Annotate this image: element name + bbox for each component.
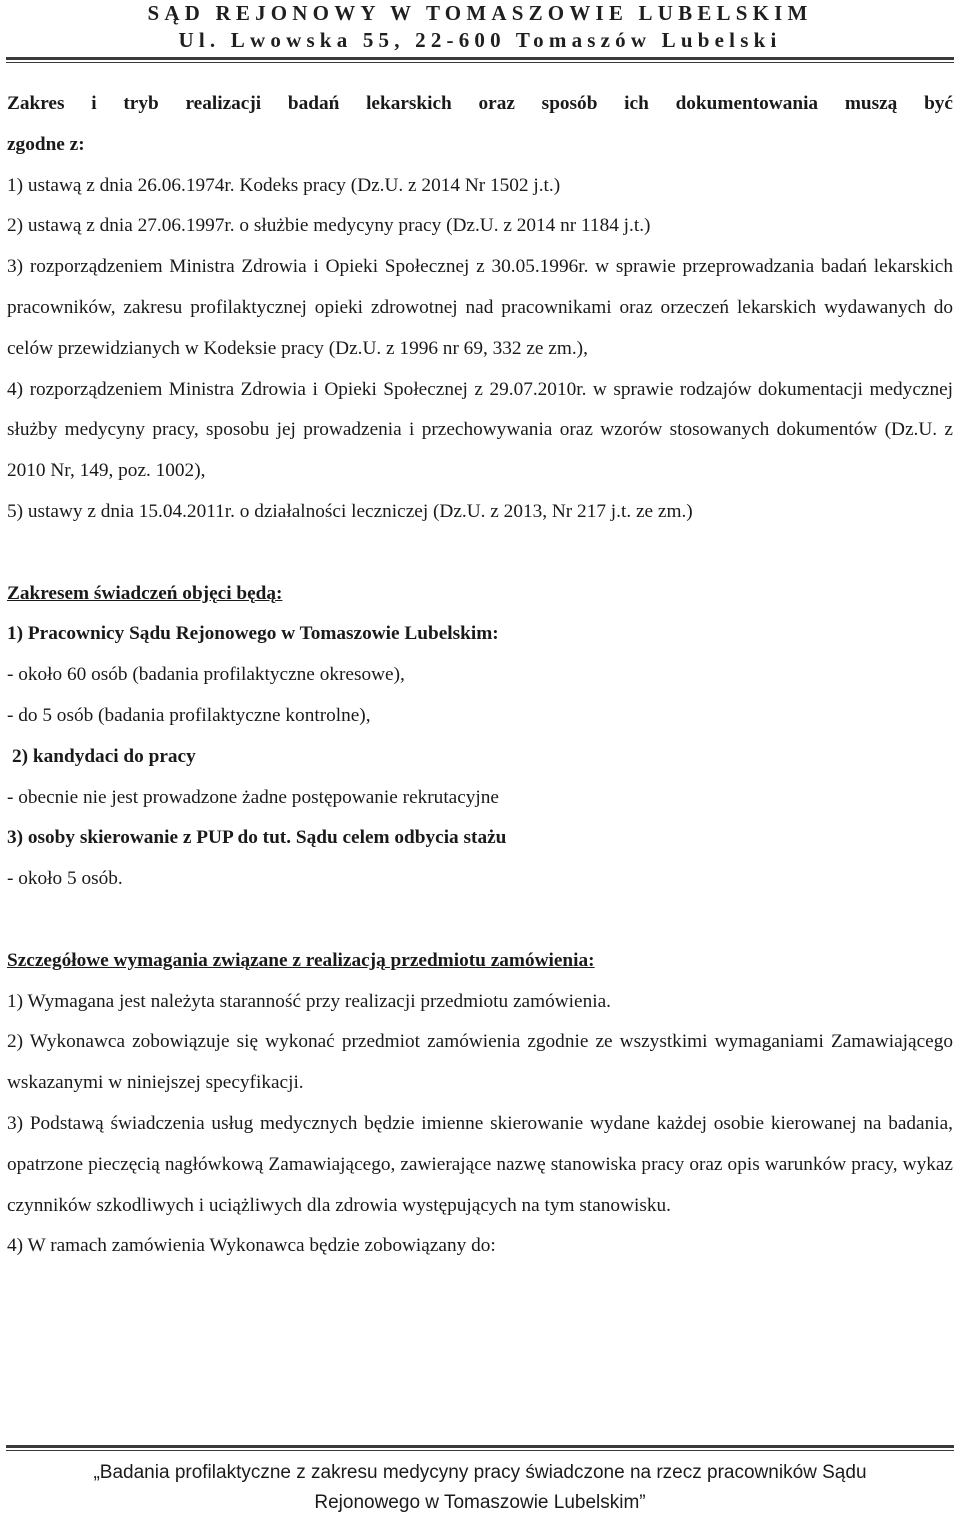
scope-group-3-title: 3) osoby skierowanie z PUP do tut. Sądu celem odbycia stażu — [7, 827, 507, 849]
requirement-item-1: 1) Wymagana jest należyta staranność przy realizacji przedmiotu zamówienia. — [7, 990, 611, 1012]
scope-group-1-item: - około 60 osób (badania profilaktyczne okresowe), — [7, 664, 405, 686]
law-item-5: 5) ustawy z dnia 15.04.2011r. o działalności leczniczej (Dz.U. z 2013, Nr 217 j.t. ze zm.) — [7, 500, 693, 522]
scope-group-2-title: 2) kandydaci do pracy — [12, 745, 196, 767]
law-item-3: 3) rozporządzeniem Ministra Zdrowia i Opieki Społecznej z 30.05.1996r. w sprawie przeprowadzania badań lekarskich pracowników, zakresu profilaktycznej opieki zdrowotnej nad pracownikami oraz orzeczeń lekarskich wydawanych do celów przewidzianych w Kodeksie pracy (Dz.U. z 1996 nr 69, 332 ze zm.), — [7, 256, 953, 359]
intro-line-2: zgodne z: — [7, 133, 85, 155]
footer-line-2: Rejonowego w Tomaszowie Lubelskim” — [314, 1492, 646, 1513]
header-rule-thin — [6, 62, 954, 63]
document-body — [7, 84, 953, 1267]
requirement-item-3: 3) Podstawą świadczenia usług medycznych będzie imienne skierowanie wydane każdej osobie kierowanej na badania, opatrzone pieczęcią nagłówkową Zamawiającego, zawierające nazwę stanowiska pracy oraz opis warunków pracy, wykaz czynników szkodliwych i uciążliwych dla zdrowia występujących na tym stanowisku. — [7, 1112, 953, 1216]
scope-group-2-item: - obecnie nie jest prowadzone żadne postępowanie rekrutacyjne — [7, 786, 499, 808]
scope-group-1-title: 1) Pracownicy Sądu Rejonowego w Tomaszowie Lubelskim: — [7, 623, 499, 645]
court-name: SĄD REJONOWY W TOMASZOWIE LUBELSKIM — [147, 1, 813, 25]
footer — [0, 1458, 960, 1518]
footer-line-1: „Badania profilaktyczne z zakresu medycyny pracy świadczone na rzecz pracowników Sądu — [93, 1462, 867, 1483]
scope-group-1-item: - do 5 osób (badania profilaktyczne kontrolne), — [7, 704, 371, 726]
scope-group-3-item: - około 5 osób. — [7, 868, 123, 890]
intro-line-1: Zakres i tryb realizacji badań lekarskich oraz sposób ich dokumentowania muszą być — [7, 93, 953, 114]
footer-rule-thin — [6, 1450, 954, 1451]
scope-heading: Zakresem świadczeń objęci będą: — [7, 582, 283, 604]
requirement-item-2: 2) Wykonawca zobowiązuje się wykonać przedmiot zamówienia zgodnie ze wszystkimi wymaganiami Zamawiającego wskazanymi w niniejszej specyfikacji. — [7, 1031, 953, 1094]
law-item-1: 1) ustawą z dnia 26.06.1974r. Kodeks pracy (Dz.U. z 2014 Nr 1502 j.t.) — [7, 174, 561, 196]
court-address: Ul. Lwowska 55, 22-600 Tomaszów Lubelski — [178, 28, 782, 52]
law-item-2: 2) ustawą z dnia 27.06.1997r. o służbie medycyny pracy (Dz.U. z 2014 nr 1184 j.t.) — [7, 215, 651, 237]
footer-rule-thick — [6, 1445, 954, 1448]
header-rule-thick — [6, 57, 954, 60]
requirement-item-4: 4) W ramach zamówienia Wykonawca będzie zobowiązany do: — [7, 1235, 496, 1257]
requirements-heading: Szczegółowe wymagania związane z realizacją przedmiotu zamówienia: — [7, 949, 595, 971]
law-item-4: 4) rozporządzeniem Ministra Zdrowia i Opieki Społecznej z 29.07.2010r. w sprawie rodzajów dokumentacji medycznej służby medycyny pracy, sposobu jej prowadzenia i przechowywania oraz wzorów stosowanych dokumentów (Dz.U. z 2010 Nr, 149, poz. 1002), — [7, 378, 953, 482]
